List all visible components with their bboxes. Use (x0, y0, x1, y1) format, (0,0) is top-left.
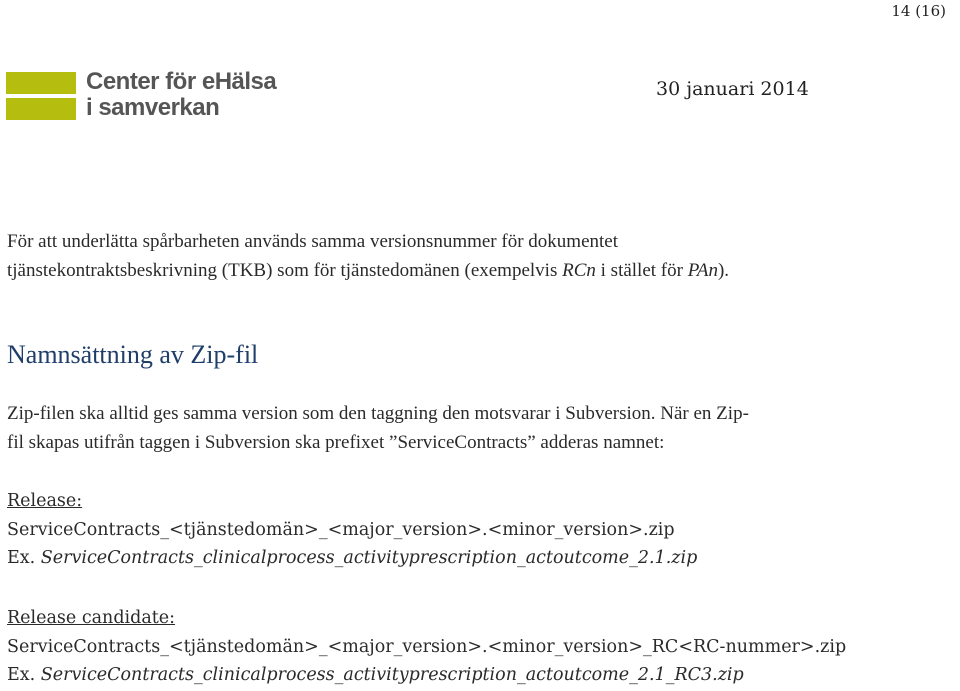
intro-text: ). (717, 259, 730, 281)
release-pattern: ServiceContracts_<tjänstedomän>_<major_version>.<minor_version>.zip (7, 519, 675, 540)
release-example (7, 544, 697, 573)
document-date: 30 januari 2014 (656, 78, 809, 100)
release-candidate-label: Release candidate: (7, 608, 176, 628)
logo-text-line1: Center för eHälsa (86, 68, 277, 95)
pan-term: PAn (687, 259, 718, 281)
section-line-1: Zip-filen ska alltid ges samma version som den taggning den motsvarar i Subversion. När en Zip- (7, 403, 749, 424)
release-candidate-pattern: ServiceContracts_<tjänstedomän>_<major_version>.<minor_version>_RC<RC-nummer>.zip (7, 636, 847, 657)
logo-bar-top (6, 72, 76, 94)
logo-bar-bottom (6, 98, 76, 120)
rcn-term: RCn (562, 259, 596, 281)
intro-text: tjänstekontraktsbeskrivning (TKB) som för tjänstedomänen (exempelvis (7, 259, 563, 281)
organization-logo (6, 68, 277, 124)
intro-line-2 (7, 257, 729, 286)
release-candidate-example (7, 661, 846, 690)
release-candidate-example-filename: ServiceContracts_clinicalprocess_activityprescription_actoutcome_2.1_RC3.zip (40, 665, 744, 685)
section-heading: Namnsättning av Zip-fil (7, 340, 259, 369)
intro-line-1: För att underlätta spårbarheten används samma versionsnummer för dokumentet (7, 231, 618, 252)
section-paragraph (7, 400, 749, 457)
intro-paragraph (7, 228, 729, 285)
release-example-filename: ServiceContracts_clinicalprocess_activityprescription_actoutcome_2.1.zip (40, 548, 698, 568)
intro-text: i stället för (595, 259, 688, 281)
logo-text-line2: i samverkan (86, 94, 220, 121)
release-candidate-block (7, 604, 846, 690)
example-prefix: Ex. (7, 665, 41, 685)
release-block (7, 487, 697, 573)
example-prefix: Ex. (7, 548, 41, 568)
section-line-2: fil skapas utifrån taggen i Subversion ska prefixet ”ServiceContracts” adderas namnet: (7, 431, 665, 453)
release-label: Release: (7, 491, 83, 511)
page-number: 14 (16) (891, 2, 946, 20)
